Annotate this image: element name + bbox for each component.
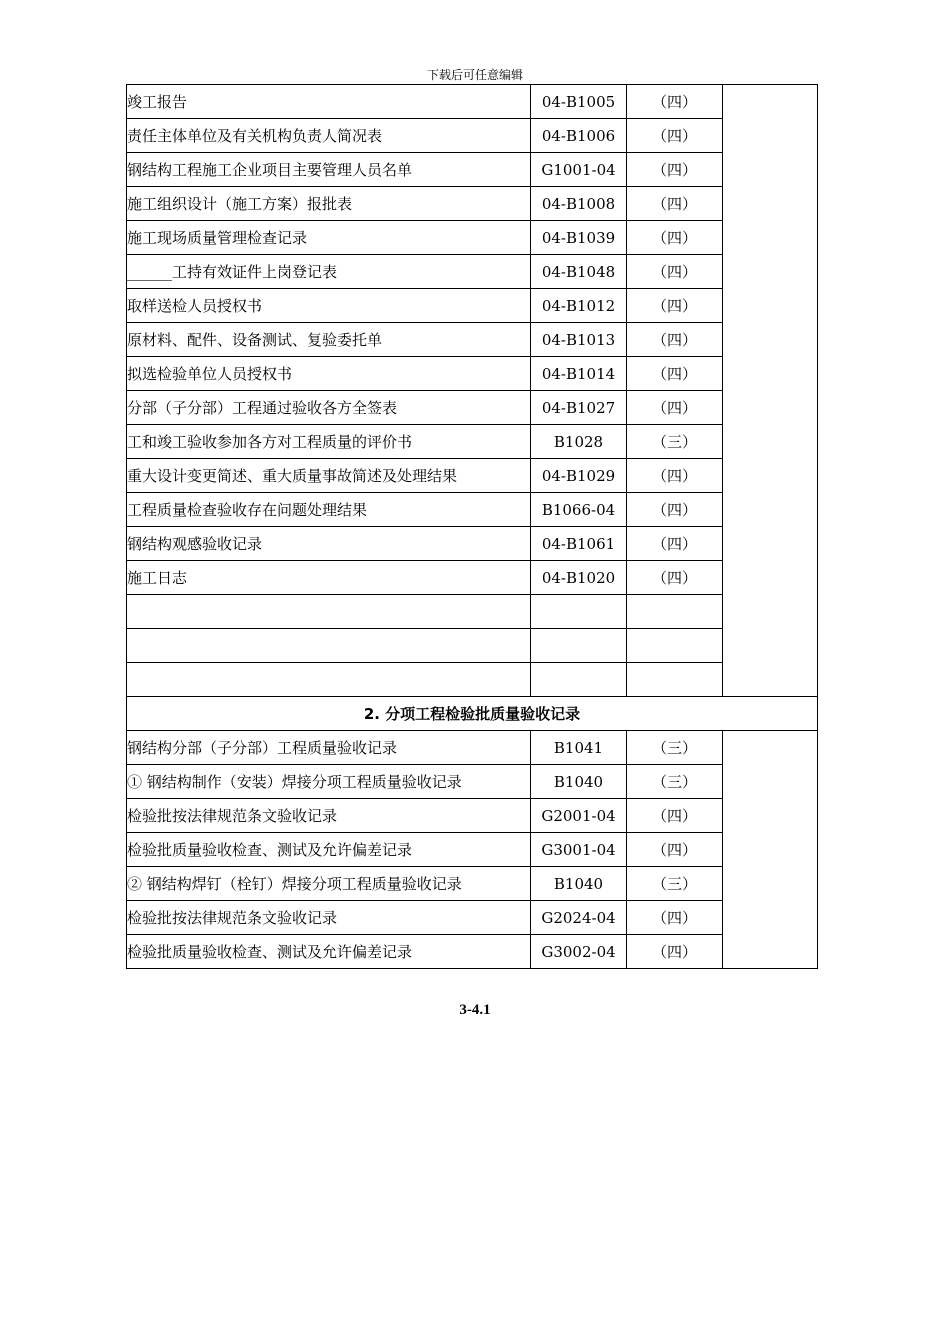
record-volume: （四） [627, 357, 723, 391]
table-row [127, 221, 818, 255]
record-volume: （四） [627, 85, 723, 119]
record-volume: （三） [627, 425, 723, 459]
empty-cell [531, 663, 627, 697]
record-volume: （四） [627, 901, 723, 935]
empty-cell [127, 595, 531, 629]
table-row [127, 833, 818, 867]
record-volume: （四） [627, 221, 723, 255]
record-name: 责任主体单位及有关机构负责人简况表 [127, 119, 531, 153]
empty-cell [127, 663, 531, 697]
record-volume: （三） [627, 731, 723, 765]
record-volume: （四） [627, 323, 723, 357]
record-name: 钢结构工程施工企业项目主要管理人员名单 [127, 153, 531, 187]
record-name: 施工组织设计（施工方案）报批表 [127, 187, 531, 221]
table-row [127, 425, 818, 459]
record-code: 04-B1048 [531, 255, 627, 289]
record-name: 原材料、配件、设备测试、复验委托单 [127, 323, 531, 357]
record-code: 04-B1008 [531, 187, 627, 221]
record-code: G2024-04 [531, 901, 627, 935]
record-name: 拟选检验单位人员授权书 [127, 357, 531, 391]
table-row [127, 731, 818, 765]
record-code: G1001-04 [531, 153, 627, 187]
record-volume: （三） [627, 765, 723, 799]
table-row [127, 867, 818, 901]
record-code: 04-B1013 [531, 323, 627, 357]
table-row [127, 493, 818, 527]
records-table [126, 84, 818, 969]
record-volume: （四） [627, 935, 723, 969]
table-row [127, 153, 818, 187]
record-name: 检验批质量验收检查、测试及允许偏差记录 [127, 935, 531, 969]
table-row [127, 901, 818, 935]
record-volume: （四） [627, 459, 723, 493]
page-number: 3-4.1 [459, 1002, 491, 1018]
table-row [127, 187, 818, 221]
record-code: 04-B1027 [531, 391, 627, 425]
empty-cell [127, 629, 531, 663]
record-code: 04-B1061 [531, 527, 627, 561]
table-row [127, 527, 818, 561]
table-row [127, 459, 818, 493]
record-name: 钢结构分部（子分部）工程质量验收记录 [127, 731, 531, 765]
record-code: B1028 [531, 425, 627, 459]
record-volume: （四） [627, 153, 723, 187]
record-code: 04-B1029 [531, 459, 627, 493]
record-volume: （三） [627, 867, 723, 901]
record-volume: （四） [627, 527, 723, 561]
table-row [127, 765, 818, 799]
record-volume: （四） [627, 391, 723, 425]
record-code: 04-B1012 [531, 289, 627, 323]
table-row [127, 935, 818, 969]
record-volume: （四） [627, 799, 723, 833]
record-name: 检验批按法律规范条文验收记录 [127, 901, 531, 935]
table-row [127, 289, 818, 323]
table-row [127, 799, 818, 833]
table-row [127, 323, 818, 357]
record-code: 04-B1014 [531, 357, 627, 391]
empty-cell [627, 595, 723, 629]
record-volume: （四） [627, 833, 723, 867]
record-name: ______工持有效证件上岗登记表 [127, 255, 531, 289]
record-name: ② 钢结构焊钉（栓钉）焊接分项工程质量验收记录 [127, 867, 531, 901]
table-row [127, 357, 818, 391]
table-row [127, 561, 818, 595]
record-code: B1040 [531, 765, 627, 799]
record-code: 04-B1020 [531, 561, 627, 595]
section-title: 2. 分项工程检验批质量验收记录 [127, 697, 818, 731]
record-volume: （四） [627, 561, 723, 595]
remarks-cell [723, 85, 818, 697]
record-code: B1066-04 [531, 493, 627, 527]
record-code: 04-B1005 [531, 85, 627, 119]
record-code: G3002-04 [531, 935, 627, 969]
record-name: ① 钢结构制作（安装）焊接分项工程质量验收记录 [127, 765, 531, 799]
empty-row [127, 629, 818, 663]
record-code: G3001-04 [531, 833, 627, 867]
record-code: 04-B1006 [531, 119, 627, 153]
record-name: 检验批质量验收检查、测试及允许偏差记录 [127, 833, 531, 867]
empty-row [127, 595, 818, 629]
record-name: 分部（子分部）工程通过验收各方全签表 [127, 391, 531, 425]
empty-cell [531, 595, 627, 629]
record-volume: （四） [627, 255, 723, 289]
record-name: 施工日志 [127, 561, 531, 595]
empty-cell [531, 629, 627, 663]
table-row [127, 85, 818, 119]
record-name: 竣工报告 [127, 85, 531, 119]
record-name: 工和竣工验收参加各方对工程质量的评价书 [127, 425, 531, 459]
record-name: 检验批按法律规范条文验收记录 [127, 799, 531, 833]
record-volume: （四） [627, 289, 723, 323]
record-volume: （四） [627, 493, 723, 527]
record-name: 钢结构观感验收记录 [127, 527, 531, 561]
empty-cell [627, 629, 723, 663]
table-row [127, 255, 818, 289]
record-code: G2001-04 [531, 799, 627, 833]
record-volume: （四） [627, 119, 723, 153]
empty-cell [627, 663, 723, 697]
table-row [127, 119, 818, 153]
record-volume: （四） [627, 187, 723, 221]
record-name: 重大设计变更简述、重大质量事故简述及处理结果 [127, 459, 531, 493]
remarks-cell [723, 731, 818, 969]
record-name: 工程质量检查验收存在问题处理结果 [127, 493, 531, 527]
section-heading-row [127, 697, 818, 731]
empty-row [127, 663, 818, 697]
record-name: 取样送检人员授权书 [127, 289, 531, 323]
table-row [127, 391, 818, 425]
record-code: B1041 [531, 731, 627, 765]
record-code: 04-B1039 [531, 221, 627, 255]
record-code: B1040 [531, 867, 627, 901]
header-note: 下载后可任意编辑 [426, 68, 523, 82]
record-name: 施工现场质量管理检查记录 [127, 221, 531, 255]
